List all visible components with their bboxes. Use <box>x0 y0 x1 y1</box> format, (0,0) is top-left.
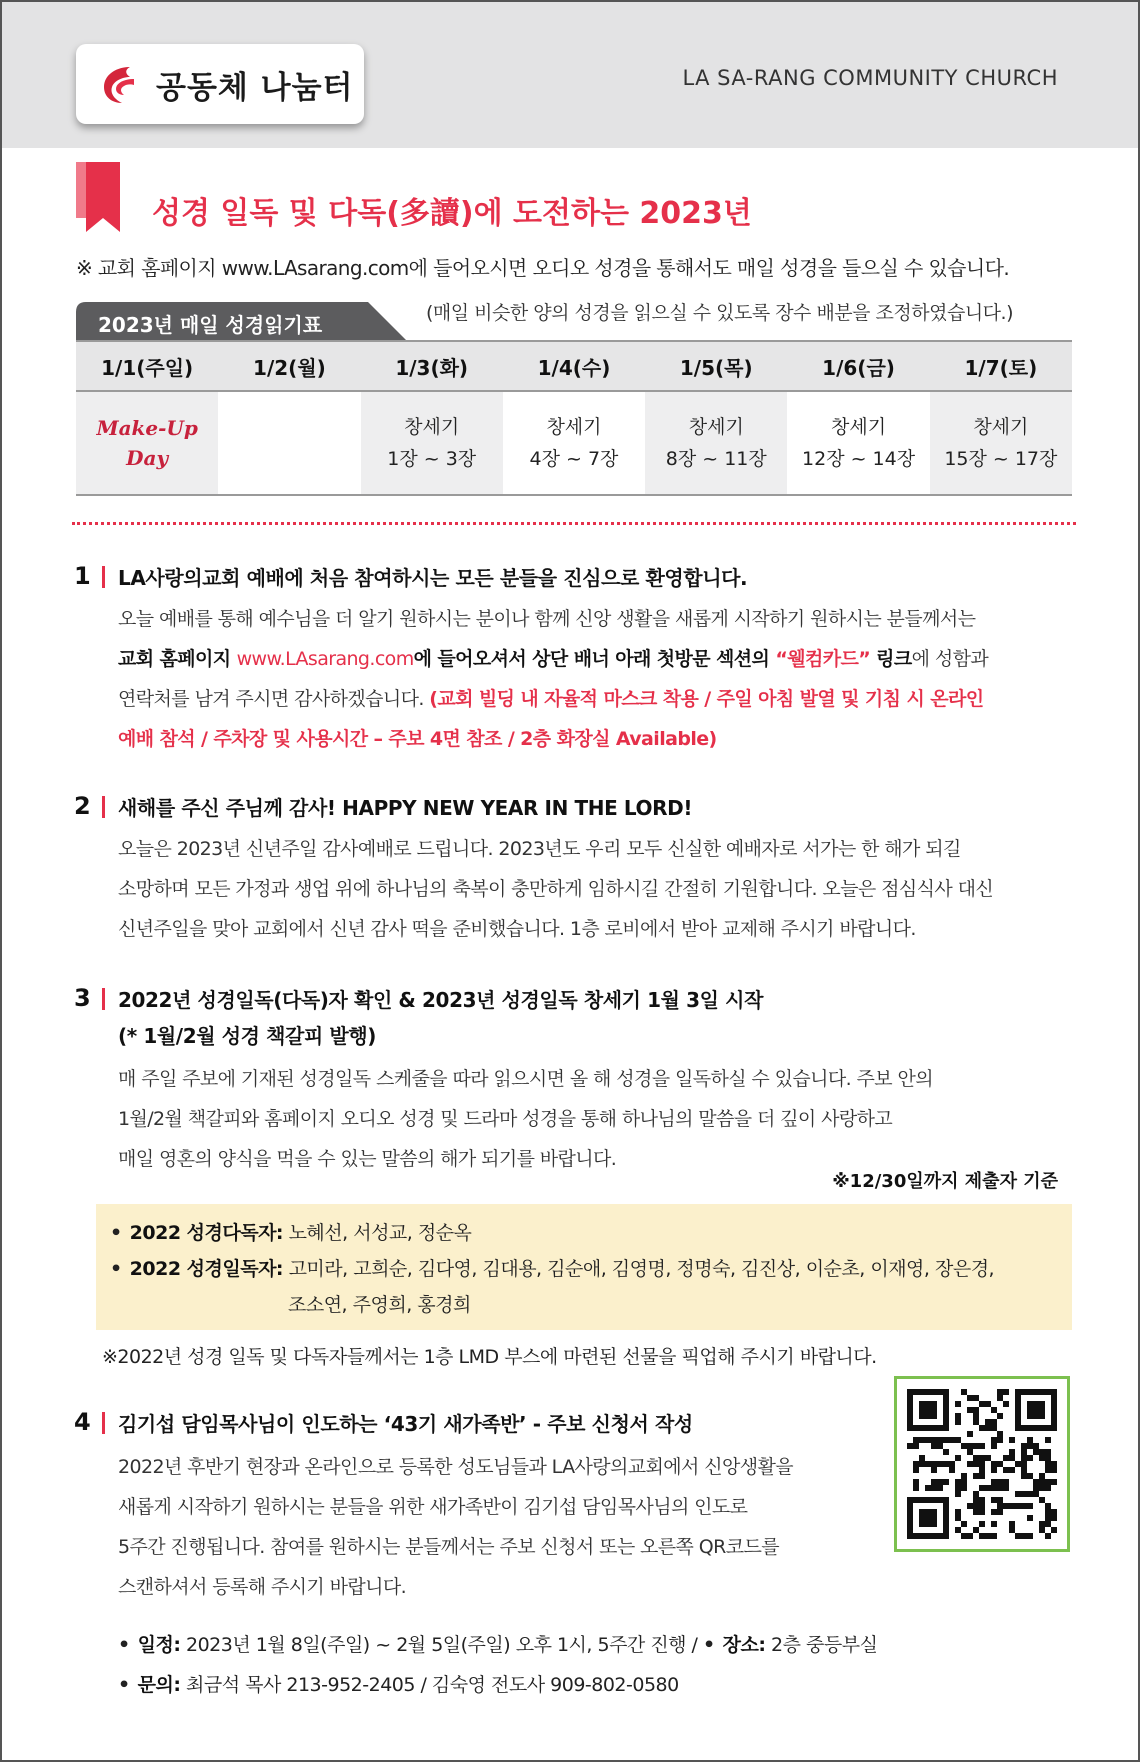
item4-line4: 스캔하셔서 등록해 주시기 바랍니다. <box>118 1576 407 1598</box>
day-header: 1/3(화) <box>361 341 503 391</box>
reading-chapters: 8장 ~ 11장 <box>665 448 767 470</box>
place-label: 장소: <box>722 1634 766 1656</box>
item1-line3 <box>118 684 984 711</box>
day-header: 1/7(토) <box>930 341 1072 391</box>
dotted-divider <box>72 522 1076 525</box>
reading-table-note: (매일 비슷한 양의 성경을 읽으실 수 있도록 장수 배분을 조정하였습니다.) <box>426 302 1013 324</box>
item1-line2 <box>118 644 988 671</box>
multi-readers-names: 노혜선, 서성교, 정순옥 <box>283 1222 472 1244</box>
reading-chapters: 12장 ~ 14장 <box>802 448 916 470</box>
section-title: 성경 일독 및 다독(多讀)에 도전하는 2023년 <box>152 196 752 231</box>
item1-heading: LA사랑의교회 예배에 처음 참여하시는 모든 분들을 진심으로 환영합니다. <box>118 566 748 590</box>
item-number: 2 <box>74 792 91 820</box>
item3-line1: 매 주일 주보에 기재된 성경일독 스케줄을 따라 읽으시면 올 해 성경을 일독하실 수 있습니다. 주보 안의 <box>118 1068 933 1090</box>
contact-line <box>118 1670 679 1697</box>
item2-line1: 오늘은 2023년 신년주일 감사예배로 드립니다. 2023년도 우리 모두 신실한 예배자로 서가는 한 해가 되길 <box>118 838 961 860</box>
day-header: 1/6(금) <box>787 341 929 391</box>
audio-bible-note: ※ 교회 홈페이지 www.LAsarang.com에 들어오시면 오디오 성경을 통해서도 매일 성경을 들으실 수 있습니다. <box>76 256 1010 280</box>
bullet: • <box>118 1674 130 1696</box>
item2-line3: 신년주일을 맞아 교회에서 신년 감사 떡을 준비했습니다. 1층 로비에서 받아 교제해 주시기 바랍니다. <box>118 918 916 940</box>
reading-cell <box>645 391 787 495</box>
item4-heading: 김기섭 담임목사님이 인도하는 ‘43기 새가족반’ - 주보 신청서 작성 <box>118 1412 693 1436</box>
church-logo-icon <box>96 61 142 107</box>
bullet: • <box>703 1634 715 1656</box>
item-number: 4 <box>74 1408 91 1436</box>
reading-cell <box>787 391 929 495</box>
reading-book: 창세기 <box>546 416 602 438</box>
reading-chapters: 15장 ~ 17장 <box>944 448 1058 470</box>
item1-line3-b: (교회 빌딩 내 자율적 마스크 착용 / 주일 아침 발열 및 기침 시 온라인 <box>429 688 984 710</box>
day-header: 1/1(주일) <box>76 341 218 391</box>
single-readers-names: 고미라, 고희순, 김다영, 김대용, 김순애, 김영명, 정명숙, 김진상, 이순초, 이재영, 장은경, <box>283 1258 995 1280</box>
logo-text: 공동체 나눔터 <box>156 69 354 106</box>
multi-readers-label: 2022 성경다독자: <box>129 1222 284 1244</box>
bullet: • <box>110 1222 122 1244</box>
bible-readers-box <box>96 1204 1072 1330</box>
reading-cell <box>503 391 645 495</box>
item3-line2: 1월/2월 책갈피와 홈페이지 오디오 성경 및 드라마 성경을 통해 하나님의 말씀을 더 깊이 사랑하고 <box>118 1108 893 1130</box>
schedule-label: 일정: <box>137 1634 181 1656</box>
makeup-day-cell <box>76 391 218 495</box>
reading-book: 창세기 <box>831 416 887 438</box>
bullet: • <box>118 1634 130 1656</box>
reading-book: 창세기 <box>688 416 744 438</box>
item4-line2: 새롭게 시작하기 원하시는 분들을 위한 새가족반이 김기섭 담임목사님의 인도로 <box>118 1496 748 1518</box>
item1-line2-c: 에 들어오셔서 상단 배너 아래 첫방문 섹션의 <box>413 648 776 670</box>
gift-pickup-note: ※2022년 성경 일독 및 다독자들께서는 1층 LMD 부스에 마련된 선물을 픽업해 주시기 바랍니다. <box>102 1346 877 1368</box>
item3-subheading: (* 1월/2월 성경 책갈피 발행) <box>118 1024 377 1048</box>
item2-line2: 소망하며 모든 가정과 생업 위에 하나님의 축복이 충만하게 임하시길 간절히 기원합니다. 오늘은 점심식사 대신 <box>118 878 994 900</box>
table-header-row <box>76 341 1072 391</box>
item4-line3: 5주간 진행됩니다. 참여를 원하시는 분들께서는 주보 신청서 또는 오른쪽 QR코드를 <box>118 1536 779 1558</box>
reading-chapters: 1장 ~ 3장 <box>387 448 477 470</box>
reading-book: 창세기 <box>973 416 1029 438</box>
contact-value: 최금석 목사 213-952-2405 / 김숙영 전도사 909-802-0580 <box>180 1674 679 1696</box>
homepage-link[interactable]: www.LAsarang.com <box>236 648 414 670</box>
contact-label: 문의: <box>137 1674 181 1696</box>
church-name: LA SA-RANG COMMUNITY CHURCH <box>682 66 1058 90</box>
bullet: • <box>110 1258 122 1280</box>
makeup-line1: Make-Up <box>96 416 198 440</box>
single-readers-cont: 조소연, 주영희, 홍경희 <box>288 1294 471 1316</box>
makeup-line2: Day <box>126 446 169 470</box>
single-readers-label: 2022 성경일독자: <box>129 1258 284 1280</box>
table-row <box>76 391 1072 495</box>
item1-line3-a: 연락처를 남겨 주시면 감사하겠습니다. <box>118 688 430 710</box>
item-bar <box>102 988 105 1010</box>
empty-cell <box>218 391 360 495</box>
reading-chapters: 4장 ~ 7장 <box>529 448 619 470</box>
item1-line1: 오늘 예배를 통해 예수님을 더 알기 원하시는 분이나 함께 신앙 생활을 새롭게 시작하기 원하시는 분들께서는 <box>118 608 976 630</box>
item-number: 3 <box>74 984 91 1012</box>
qr-code-icon <box>907 1389 1057 1539</box>
day-header: 1/4(수) <box>503 341 645 391</box>
item3-heading: 2022년 성경일독(다독)자 확인 & 2023년 성경일독 창세기 1월 3일 시작 <box>118 988 763 1012</box>
logo-box <box>76 44 364 124</box>
day-header: 1/2(월) <box>218 341 360 391</box>
reading-table-title: 2023년 매일 성경읽기표 <box>98 313 323 337</box>
item-bar <box>102 796 105 818</box>
multi-readers <box>110 1218 471 1245</box>
deadline-note: ※12/30일까지 제출자 기준 <box>832 1171 1058 1192</box>
item1-line2-a: 교회 홈페이지 <box>118 648 237 670</box>
item2-heading: 새해를 주신 주님께 감사! HAPPY NEW YEAR IN THE LORD! <box>118 796 693 820</box>
single-readers <box>110 1254 994 1281</box>
item1-line2-f: 에 성함과 <box>911 648 989 670</box>
place-value: 2층 중등부실 <box>765 1634 878 1656</box>
schedule-line <box>118 1630 877 1657</box>
item1-line2-e: 링크 <box>870 648 912 670</box>
day-header: 1/5(목) <box>645 341 787 391</box>
item1-line4: 예배 참석 / 주차장 및 사용시간 – 주보 4면 참조 / 2층 화장실 Available) <box>118 728 717 750</box>
reading-cell <box>361 391 503 495</box>
item4-line1: 2022년 후반기 현장과 온라인으로 등록한 성도님들과 LA사랑의교회에서 신앙생활을 <box>118 1456 793 1478</box>
ribbon-bookmark-icon <box>76 162 120 232</box>
reading-book: 창세기 <box>404 416 460 438</box>
item3-line3: 매일 영혼의 양식을 먹을 수 있는 말씀의 해가 되기를 바랍니다. <box>118 1148 617 1170</box>
welcome-card-text: “웰컴카드” <box>775 648 871 670</box>
schedule-value: 2023년 1월 8일(주일) ~ 2월 5일(주일) 오후 1시, 5주간 진행 / <box>180 1634 704 1656</box>
reading-cell <box>930 391 1072 495</box>
item-number: 1 <box>74 562 91 590</box>
reading-schedule-table <box>76 340 1072 496</box>
item-bar <box>102 1412 105 1434</box>
qr-code[interactable] <box>894 1376 1070 1552</box>
reading-table-tab <box>76 302 406 340</box>
item-bar <box>102 566 105 588</box>
